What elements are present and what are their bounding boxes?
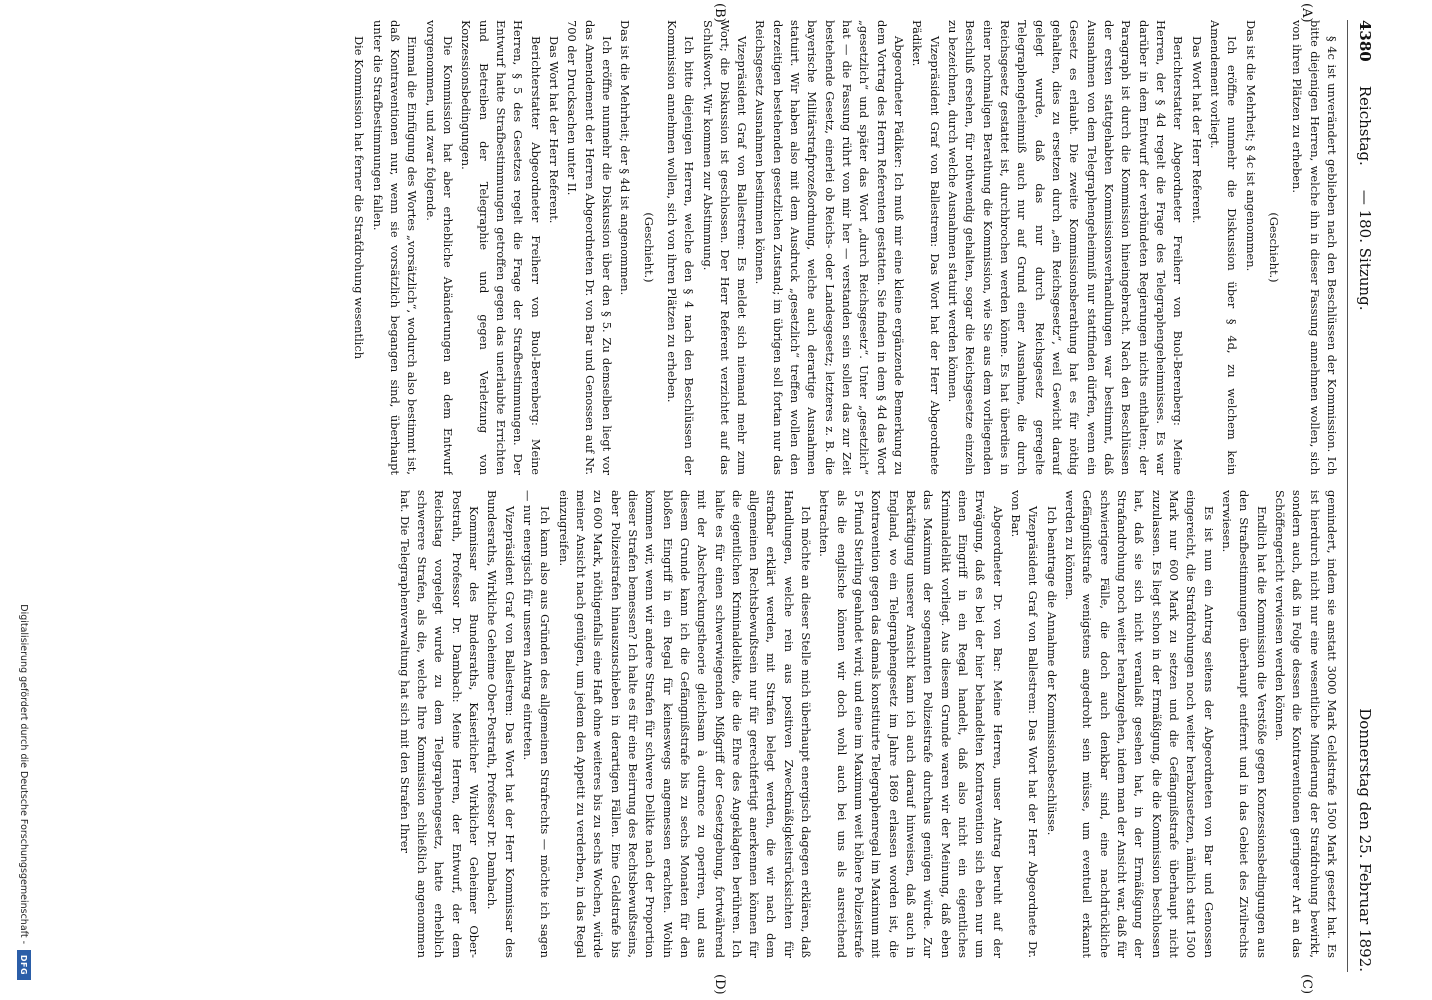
right-column [110,490,1340,958]
right-column-paragraph: Es ist nun ein Antrag seitens der Abgeordneten von Bar und Genossen eingereicht, die Strafdrohungen noch weiter herabzusetzen, nämlich statt 1500 Mark nur 600 Mark zu setzen und die Gefängnißstrafe überhaupt nicht zuzulassen. Es liegt schon in der Ermäßigung, die die Kommission beschlossen hat, daß sie sich nicht veranlaßt gesehen hat, in der Ermäßigung der Strafandrohung noch weiter herabzugehen, indem man der Ansicht war, daß für schwierigere Fälle, die doch auch denkbar sind, eine nachdrückliche Gefängnißstrafe wenigstens angedroht sein müsse, um eventuell erkannt werden zu können. [1063,490,1216,958]
left-column-paragraph: Die Kommission hat aber erhebliche Abänderungen an dem Entwurf vorgenommen, und zwar folgende. [423,20,455,475]
left-column-paragraph: Das Wort hat der Herr Referent. [546,36,561,224]
left-column-paragraph: Berichterstatter Abgeordneter Freiherr von Buol-Berenberg: Meine Herren, § 5 des Gesetzes regelt die Frage der Strafbestimmungen. Der Entwurf hatte Strafbestimmungen getroffen gegen das unerlaubte Errichten und Betreiben der Telegraphie und gegen Verletzung von Konzessionsbedingungen. [459,20,543,475]
right-column-paragraph: gemindert, indem sie anstatt 3000 Mark Geldstrafe 1500 Mark gesetzt hat. Es ist hierdurch nicht nur eine wesentliche Minderung der Strafdrohung bewirkt, sondern auch, daß in Folge dessen die Kontraventionen geringerer Art an das Schöffengericht verwiesen werden können. [1273,490,1339,958]
left-column-paragraph: Das ist die Mehrheit; der § 4d ist angenommen. [618,20,633,296]
left-column-paragraph: Ich eröffne nunmehr die Diskussion über § 4d, zu welchem kein Amendement vorliegt. [1208,20,1240,475]
left-column-paragraph: Das ist die Mehrheit; § 4c ist angenommen. [1243,20,1258,272]
section-marker-b: (B) [712,3,727,23]
left-column-paragraph: Ich eröffne nunmehr die Diskussion über den § 5. Zu demselben liegt vor das Amendement der Herren Abgeordneten Dr. von Bar und Genossen auf Nr. 700 der Drucksachen unter II. [565,20,614,475]
right-column-paragraph: Ich möchte an dieser Stelle mich überhaupt energisch dagegen erklären, daß Handlungen, welche rein aus positiven Zweckmäßigkeitsrücksichten für strafbar erklärt werden, mit Strafen belegt werden, die wir nach dem allgemeinen Rechtsbewußtsein nur für gerechtfertigt anerkennen können für die eigentlichen Kriminaldelikte, die die Ehre des Angeklagten berühren. Ich halte es für einen schwerwiegenden Mißgriff der Gesetzgebung, fortwährend mit der Abschreckungstheorie gleichsam à outrance zu operiren, und aus diesem Grunde kann ich die Gefängnißstrafe bis zu sechs Monaten für den bloßen Eingriff in ein Regal für keineswegs angemessen erachten. Wohin kommen wir, wenn wir andere Strafen für schwere Delikte nach der Proportion dieser Strafen bemessen? Ich halte es für eine Beirrung des Rechtsbewußtseins, aber Polizeistrafen hinauszuschieben in derartigen Fällen. Eine Geldstrafe bis zu 600 Mark, nöthigenfalls eine Haft ohne weiteres bis zu sechs Wochen, würde meiner Ansicht nach genügen, um jedem den Appetit zu verderben, in das Regal einzugreifen. [556,490,814,958]
right-column-paragraph: Kommissar des Bundesraths, Kaiserlicher Wirklicher Geheimer Ober-Postrath, Professor Dr. Dambach: Meine Herren, der Entwurf, der dem Reichstag vorgelegt wurde zu dem Telegraphengesetz, hatte erheblich schwerere Strafen, als die, welche Ihre Kommission schließlich angenommen hat. Die Telegraphenverwaltung hat sich mit den Strafen Ihrer [397,490,481,958]
left-column-paragraph: (Geschieht.) [1267,212,1282,283]
left-column-paragraph: Berichterstatter Abgeordneter Freiherr von Buol-Berenberg: Meine Herren, der § 4d regelt die Frage des Telegraphengeheimnisses. Es war darüber in dem Entwurf der verbündeten Regierungen nichts enthalten; der Paragraph ist durch die Kommission hineingebracht. Nach den Beschlüssen der ersten stattgehabten Kommissionsverhandlungen war bestimmt, daß Ausnahmen von dem Telegraphengeheimniß nur stattfinden dürfen, wenn ein Gesetz es erlaubt. Die zweite Kommissionsberathung hat es für nöthig gehalten, dies zu ersetzen durch „ein Reichsgesetz“, weil Gewicht darauf gelegt wurde, daß das nur durch Reichsgesetz geregelte Telegraphengeheimniß auch nur auf Grund einer Ausnahme, die durch Reichsgesetz gestattet ist, durchbrochen werden könne. Es hat überdies in einer nochmaligen Berathung die Kommission, wie Sie aus dem vorliegenden Beschluß ersehen, für nothwendig gehalten, sogar die Reichsgesetze einzeln zu bezeichnen, durch welche Ausnahmen statuirt werden können. [946,20,1186,475]
right-column-paragraph: Ich beantrage die Annahme der Kommissionsbeschlüsse. [1044,506,1059,836]
left-column-paragraph: Einmal die Einfügung des Wortes „vorsätzlich“, wodurch also bestimmt ist, daß Kontraventionen nur, wenn sie vorsätzlich begangen sind, überhaupt unter die Strafbestimmungen fallen. [370,20,420,475]
left-column-paragraph: Vizepräsident Graf von Ballestrem: Das Wort hat der Herr Abgeordnete Pädiker. [910,20,942,475]
right-column-paragraph: Vizepräsident Graf von Ballestrem: Das Wort hat der Herr Kommissar des Bundesraths, Wirkliche Geheime Ober-Postrath, Professor Dr. Dambach. [485,490,517,958]
digitization-credit: Digitalisierung gefördert durch die Deutsche Forschungsgemeinschaft - [18,604,30,944]
right-column-paragraph: Vizepräsident Graf von Ballestrem: Das Wort hat der Herr Abgeordnete Dr. von Bar. [1009,490,1041,958]
left-column-paragraph: Das Wort hat der Herr Referent. [1189,36,1204,224]
section-marker-c: (C) [1299,974,1314,995]
right-column-paragraph: Ich kann also aus Gründen des allgemeinen Strafrechts — möchte ich sagen — nur energisch für unseren Antrag eintreten. [520,490,553,958]
right-column-paragraph: Abgeordneter Dr. von Bar: Meine Herren, unser Antrag beruht auf der Erwägung, daß es bei der hier behandelten Kontravention sich eben nur um einen Eingriff in ein Regal handelt, daß also nicht ein eigentliches Kriminaldelikt vorliegt. Aus diesem Grunde waren wir der Meinung, daß eben das Maximum der sogenannten Polizeistrafe durchaus genügen würde. Zur Bekräftigung unserer Ansicht kann ich auch darauf hinweisen, daß auch in England, wo ein Telegraphengesetz im Jahre 1869 erlassen worden ist, die Kontravention gegen das damals konstituirte Telegraphenregal im Maximum mit 5 Pfund Sterling geahndet wird; und eine im Maximum weit höhere Polizeistrafe als die englische können wir doch wohl auch bei uns als ausreichend betrachten. [817,490,1005,958]
page-header [1347,20,1374,972]
session-date: Donnerstag den 25. Februar 1892. [1356,708,1374,972]
source-title: Reichstag. [1356,85,1374,166]
section-marker-d: (D) [712,974,727,995]
right-column-paragraph: Endlich hat die Kommission die Verstöße gegen Konzessionsbedingungen aus den Strafbestimmungen überhaupt entfernt und in das Gebiet des Zivilrechts verwiesen. [1220,490,1269,958]
page-number: 4380 [1356,20,1374,62]
dfg-logo: DFG [17,950,31,980]
left-column-paragraph: Vizepräsident Graf von Ballestrem: Es meldet sich niemand mehr zum Wort; die Diskussion ist geschlossen. Der Herr Referent verzichtet auf das Schlußwort. Wir kommen zur Abstimmung. [700,20,750,475]
left-column [110,20,1340,475]
left-column-paragraph: Ich bitte diejenigen Herren, welche den § 4 nach den Beschlüssen der Kommission annehmen wollen, sich von ihren Plätzen zu erheben. [664,20,697,475]
left-column-paragraph: Abgeordneter Pädiker: Ich muß mir eine kleine ergänzende Bemerkung zu dem Vortrag des Herrn Referenten gestatten. Sie finden in dem § 4d das Wort „gesetzlich“ und später das Wort „durch Reichsgesetz“. Unter „gesetzlich“ hat — die Fassung rührt von mir her — verstanden sein sollen das zur Zeit bestehende Gesetz, einerlei ob Reichs- oder Landesgesetz; letzteres z. B. die bayerische Militärstrafprozeßordnung, welche auch derartige Ausnahmen statuirt. Wir haben also mit dem Ausdruck „gesetzlich“ treffen wollen den derzeitigen bestehenden gesetzlichen Zustand; im übrigen soll fortan nur das Reichsgesetz Ausnahmen bestimmen können. [753,20,907,475]
page-footer [14,20,34,980]
section-marker-a: (A) [1299,3,1314,23]
left-column-paragraph: (Geschieht.) [641,212,656,283]
session-label: — 180. Sitzung. [1356,189,1374,311]
left-column-paragraph: § 4c ist unverändert geblieben nach den Beschlüssen der Kommission. Ich bitte diejenigen Herren, welche ihn in dieser Fassung annehmen wollen, sich von ihren Plätzen zu erheben. [1290,20,1339,475]
left-column-paragraph: Die Kommission hat ferner die Strafdrohung wesentlich [352,36,367,360]
